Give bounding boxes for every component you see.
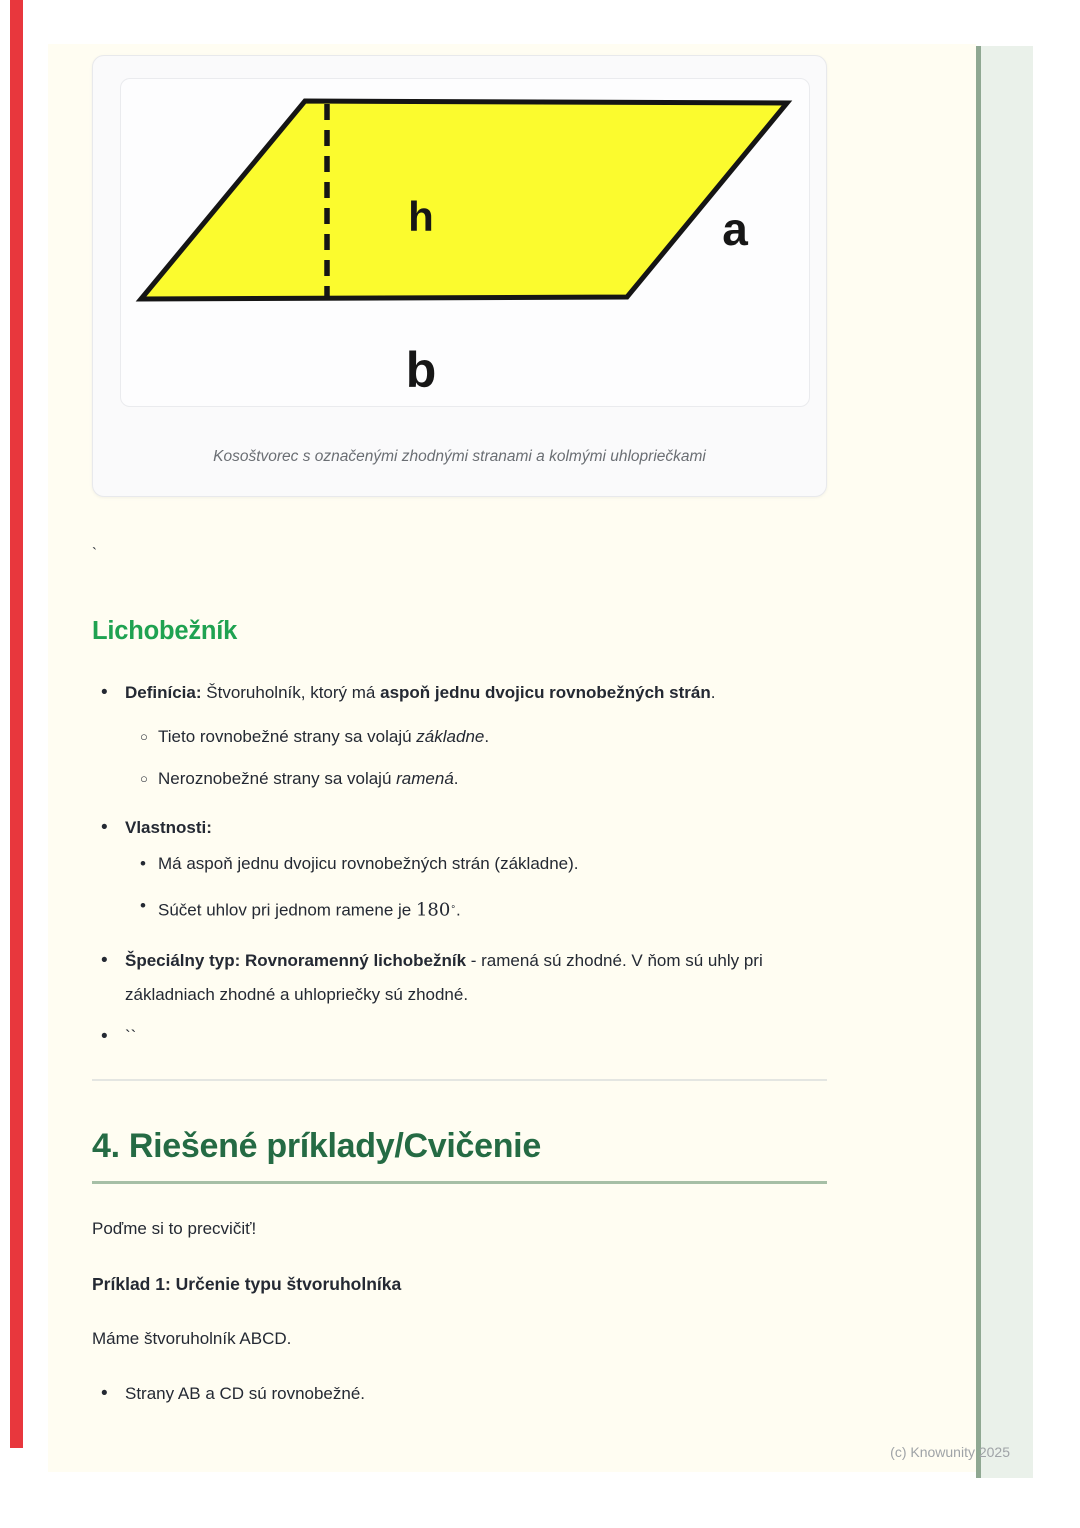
legs-term: ramená — [396, 769, 454, 788]
definition-item — [92, 676, 827, 710]
statement-paragraph: Máme štvoruholník ABCD. — [92, 1328, 292, 1348]
right-green-panel — [981, 46, 1033, 1478]
properties-item — [92, 811, 827, 845]
degree-symbol: ∘ — [450, 901, 456, 911]
properties-label: Vlastnosti: — [125, 818, 212, 837]
bullet-marker: • — [101, 1025, 108, 1047]
special-type-rest: - ramená sú zhodné. V ňom sú uhly pri základniach zhodné a uhlopriečky sú zhodné. — [125, 950, 763, 1004]
property-angles-text — [158, 889, 827, 928]
example-bullet-item — [92, 1377, 827, 1411]
definition-bold: aspoň jednu dvojicu rovnobežných strán — [380, 683, 711, 702]
document-content — [92, 55, 827, 1411]
legs-post: . — [453, 769, 459, 788]
basics-text — [158, 720, 827, 754]
definition-end: . — [710, 683, 716, 702]
trailing-backticks-item — [92, 1020, 827, 1054]
example-list — [92, 1377, 827, 1411]
basics-item — [140, 720, 827, 754]
intro-paragraph: Poďme si to precvičiť! — [92, 1218, 257, 1238]
circle-bullet-marker: ○ — [140, 729, 148, 744]
property-angles-item — [140, 889, 827, 928]
legs-item — [140, 762, 827, 796]
definition-text — [125, 676, 827, 710]
circle-bullet-marker: ○ — [140, 771, 148, 786]
base-b-label: b — [405, 342, 437, 398]
figure-card — [92, 55, 827, 497]
left-red-edge-bar — [10, 0, 23, 1448]
bullet-marker: • — [140, 896, 146, 915]
examples-heading: 4. Riešené príklady/Cvičenie — [92, 1123, 827, 1184]
bullet-marker: • — [101, 682, 108, 703]
parallelogram-figure — [120, 78, 810, 407]
bullet-marker: • — [101, 1382, 108, 1404]
figure-caption: Kosoštvorec s označenými zhodnými stranami a kolmými uhlopriečkami — [213, 448, 706, 465]
basics-pre: Tieto rovnobežné strany sa volajú — [158, 727, 417, 746]
special-type-text — [125, 944, 827, 1012]
watermark: (c) Knowunity 2025 — [890, 1444, 1010, 1460]
definition-label: Definícia: — [125, 683, 202, 702]
special-type-bold: Špeciálny typ: Rovnoramenný lichobežník — [125, 950, 467, 970]
bullet-marker: • — [140, 854, 146, 873]
example-bullet-text: Strany AB a CD sú rovnobežné. — [125, 1383, 366, 1403]
definition-mid: Štvoruholník, ktorý má — [201, 683, 381, 702]
property-parallel-item — [140, 847, 827, 881]
height-label: h — [408, 193, 434, 240]
parallelogram-shape — [141, 101, 787, 299]
property-angles-pre: Súčet uhlov pri jednom ramene je — [158, 900, 416, 920]
side-a-label: a — [722, 203, 748, 255]
bullet-marker: • — [101, 817, 108, 838]
property-parallel-text: Má aspoň jednu dvojicu rovnobežných strán (základne). — [158, 854, 579, 873]
example-title: Príklad 1: Určenie typu štvoruholníka — [92, 1273, 402, 1294]
bullet-marker: • — [101, 949, 108, 971]
legs-text — [158, 762, 827, 796]
section-divider — [92, 1079, 827, 1081]
property-angles-post: . — [455, 900, 461, 920]
stray-backtick: ` — [92, 545, 97, 562]
parallelogram-svg — [121, 79, 809, 406]
legs-pre: Neroznobežné strany sa volajú — [158, 769, 397, 788]
basics-post: . — [484, 727, 490, 746]
trailing-backticks: `` — [125, 1026, 137, 1046]
angle-value: 180 — [415, 899, 451, 921]
trapezoid-heading: Lichobežník — [92, 617, 238, 645]
trapezoid-list — [92, 676, 827, 1054]
basics-term: základne — [416, 727, 485, 746]
special-type-item — [92, 944, 827, 1012]
